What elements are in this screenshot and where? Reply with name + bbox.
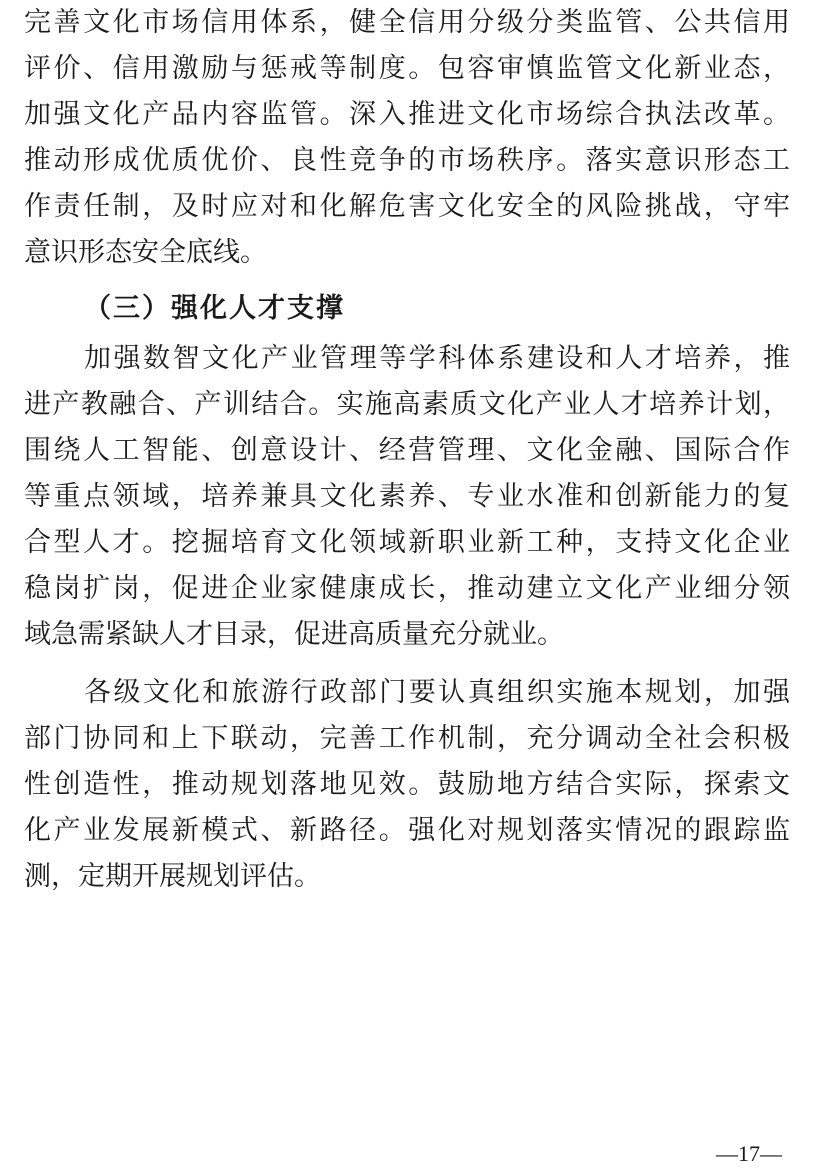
paragraph-line: 合型人才。挖掘培育文化领域新职业新工种，支持文化企业 (24, 527, 790, 558)
paragraph-line: 评价、信用激励与惩戒等制度。包容审慎监管文化新业态， (24, 53, 790, 84)
page-number: —17— (716, 1141, 782, 1166)
paragraph-line: 完善文化市场信用体系，健全信用分级分类监管、公共信用 (24, 7, 790, 38)
paragraph-line: 围绕人工智能、创意设计、经营管理、文化金融、国际合作 (24, 435, 790, 466)
paragraph-line: 加强数智文化产业管理等学科体系建设和人才培养，推 (84, 343, 790, 374)
paragraph-line: 性创造性，推动规划落地见效。鼓励地方结合实际，探索文 (24, 769, 790, 800)
paragraph-line: 测，定期开展规划评估。 (24, 861, 321, 892)
paragraph-line: 等重点领域，培养兼具文化素养、专业水准和创新能力的复 (24, 481, 790, 512)
paragraph-line: 稳岗扩岗，促进企业家健康成长，推动建立文化产业细分领 (24, 573, 790, 604)
paragraph-line: 推动形成优质优价、良性竞争的市场秩序。落实意识形态工 (24, 145, 790, 176)
paragraph-line: 意识形态安全底线。 (24, 237, 267, 268)
paragraph-line: 进产教融合、产训结合。实施高素质文化产业人才培养计划， (24, 389, 790, 420)
paragraph-line: 作责任制，及时应对和化解危害文化安全的风险挑战，守牢 (24, 191, 790, 222)
paragraph-line: 化产业发展新模式、新路径。强化对规划落实情况的跟踪监 (24, 815, 790, 846)
paragraph-line: 部门协同和上下联动，完善工作机制，充分调动全社会积极 (24, 723, 790, 754)
paragraph-line: 各级文化和旅游行政部门要认真组织实施本规划，加强 (84, 677, 790, 708)
paragraph-line: 域急需紧缺人才目录，促进高质量充分就业。 (24, 619, 564, 650)
paragraph-line: 加强文化产品内容监管。深入推进文化市场综合执法改革。 (24, 99, 790, 130)
section-heading: （三）强化人才支撑 (84, 293, 345, 324)
